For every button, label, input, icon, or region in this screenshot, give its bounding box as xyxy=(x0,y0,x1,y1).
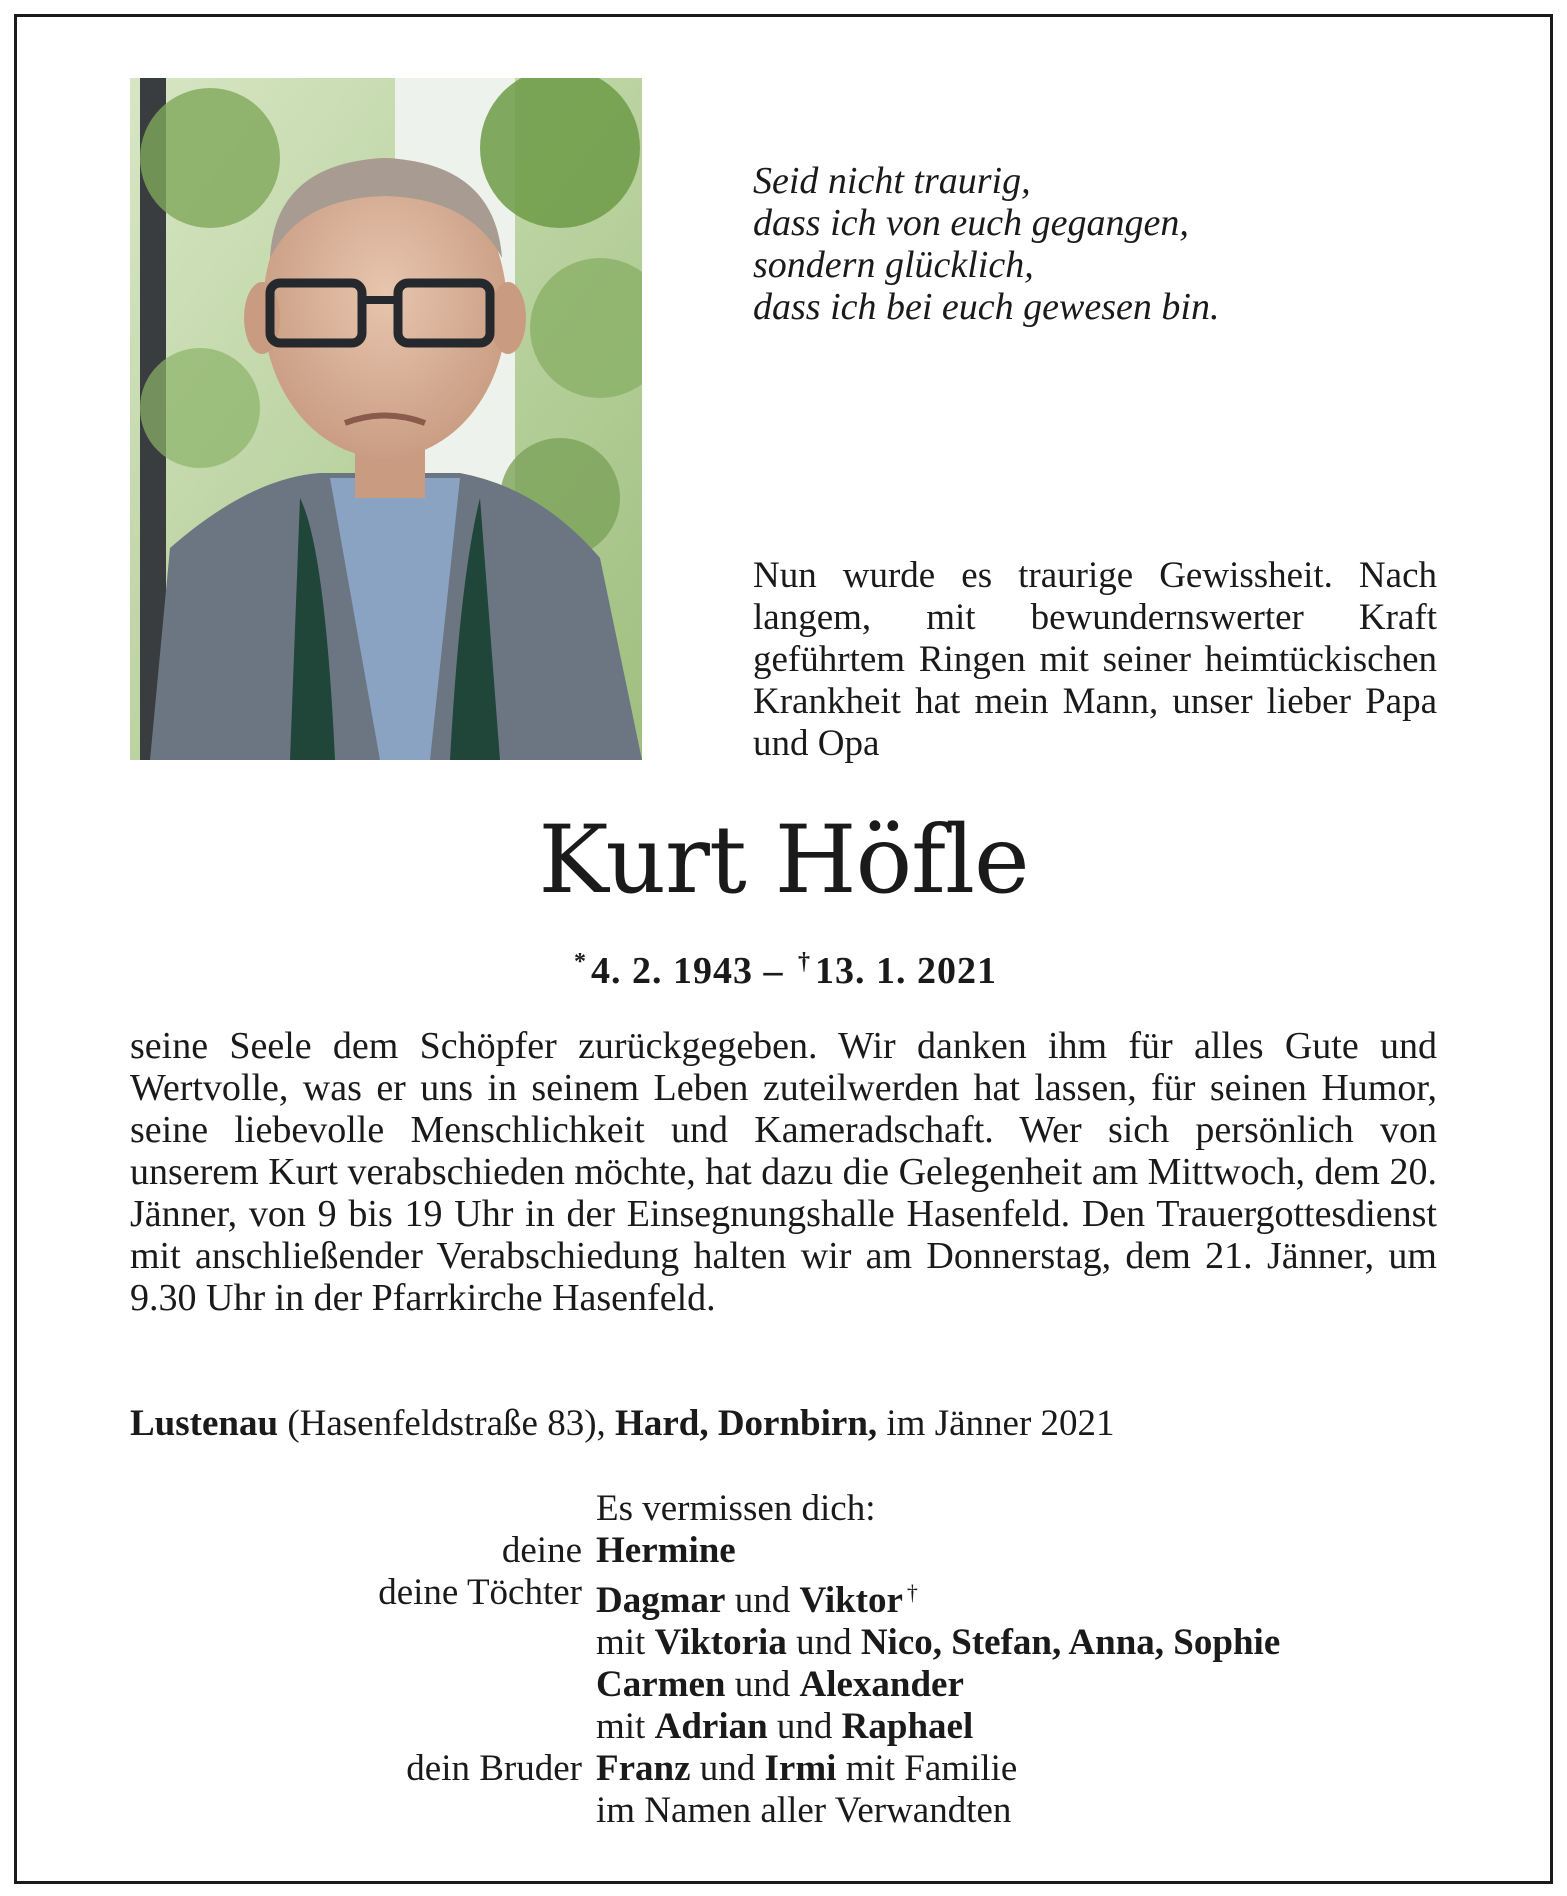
family-row xyxy=(130,1790,1437,1832)
place-date: im Jänner 2021 xyxy=(886,1403,1115,1444)
place-address: (Hasenfeldstraße 83), xyxy=(287,1403,606,1444)
family-text: und xyxy=(786,1622,861,1663)
family-text: mit Familie xyxy=(836,1748,1018,1789)
family-relation-label: deine Töchter xyxy=(378,1572,582,1613)
place-line xyxy=(130,1403,1437,1445)
family-member-name: Alexander xyxy=(799,1664,964,1705)
family-member-name: Adrian xyxy=(654,1706,768,1747)
family-relation-label: dein Bruder xyxy=(406,1748,582,1789)
family-text: im Namen aller Verwandten xyxy=(596,1790,1012,1831)
family-member-name: Viktoria xyxy=(654,1622,787,1663)
portrait-photo-image xyxy=(130,78,642,760)
family-relation-label xyxy=(130,1790,596,1832)
family-list xyxy=(130,1488,1437,1832)
poem-line: dass ich bei euch gewesen bin. xyxy=(753,286,1220,328)
body-text: seine Seele dem Schöpfer zurückgegeben. Wir danken ihm für alles Gute und Wertvolle, was er uns in seinem Leben zuteilwerden hat lassen, für seinen Humor, seine liebevolle Menschlichkeit und Kameradschaft. Wer sich persönlich von unserem Kurt verabschieden möchte, hat dazu die Gelegenheit am Mittwoch, dem 20. Jänner, von 9 bis 19 Uhr in der Einsegnungshalle Hasenfeld. Den Trauergottesdienst mit anschließender Verabschiedung halten wir am Donnerstag, dem 21. Jänner, um 9.30 Uhr in der Pfarrkirche Hasenfeld. xyxy=(130,1025,1437,1319)
intro-text: Nun wurde es traurige Gewissheit. Nach langem, mit bewundernswerter Kraft geführtem Ringen mit seiner heimtückischen Krankheit hat mein Mann, unser lieber Papa und Opa xyxy=(753,555,1437,764)
place-others: Hard, Dornbirn, xyxy=(615,1403,878,1444)
family-names xyxy=(596,1790,1437,1832)
family-member-name: Hermine xyxy=(596,1530,736,1571)
family-rows xyxy=(130,1530,1437,1832)
portrait-photo xyxy=(130,78,642,760)
family-row xyxy=(130,1664,1437,1706)
poem-line: sondern glücklich, xyxy=(753,244,1034,286)
family-text: mit xyxy=(596,1706,655,1747)
family-relation-label xyxy=(130,1706,596,1748)
place-town: Lustenau xyxy=(130,1403,279,1444)
poem-line: dass ich von euch gegangen, xyxy=(753,202,1189,244)
poem xyxy=(753,160,1453,328)
family-names xyxy=(596,1748,1437,1790)
family-names xyxy=(596,1530,1437,1572)
family-names xyxy=(596,1572,1437,1622)
family-text: und xyxy=(725,1664,800,1705)
family-text: und xyxy=(725,1580,800,1621)
family-relation-label xyxy=(130,1622,596,1664)
birth-date: 4. 2. 1943 xyxy=(591,950,753,992)
family-row xyxy=(130,1748,1437,1790)
family-member-name: Carmen xyxy=(596,1664,726,1705)
family-member-name: Franz xyxy=(596,1748,691,1789)
deceased-cross-symbol: † xyxy=(906,1580,918,1605)
family-row xyxy=(130,1622,1437,1664)
birth-symbol: * xyxy=(574,949,587,975)
family-member-name: Dagmar xyxy=(596,1580,726,1621)
family-member-name: Viktor xyxy=(799,1580,903,1621)
family-relation-label xyxy=(130,1664,596,1706)
family-relation-label: deine xyxy=(501,1530,582,1571)
poem-line: Seid nicht traurig, xyxy=(753,160,1031,202)
life-dates xyxy=(0,940,1567,993)
family-member-name: Raphael xyxy=(841,1706,974,1747)
death-symbol: † xyxy=(798,949,811,975)
date-separator: – xyxy=(763,950,784,992)
family-member-name: Nico, Stefan, Anna, Sophie xyxy=(860,1622,1281,1663)
deceased-name: Kurt Höfle xyxy=(538,806,1029,915)
family-names xyxy=(596,1706,1437,1748)
family-member-name: Irmi xyxy=(764,1748,837,1789)
family-names xyxy=(596,1664,1437,1706)
family-text: und xyxy=(690,1748,765,1789)
family-row xyxy=(130,1572,1437,1622)
family-text: und xyxy=(767,1706,842,1747)
family-heading: Es vermissen dich: xyxy=(596,1488,876,1529)
family-row xyxy=(130,1706,1437,1748)
family-row xyxy=(130,1530,1437,1572)
death-date: 13. 1. 2021 xyxy=(815,950,997,992)
family-names xyxy=(596,1622,1437,1664)
family-text: mit xyxy=(596,1622,655,1663)
family-heading-row xyxy=(130,1488,1437,1530)
